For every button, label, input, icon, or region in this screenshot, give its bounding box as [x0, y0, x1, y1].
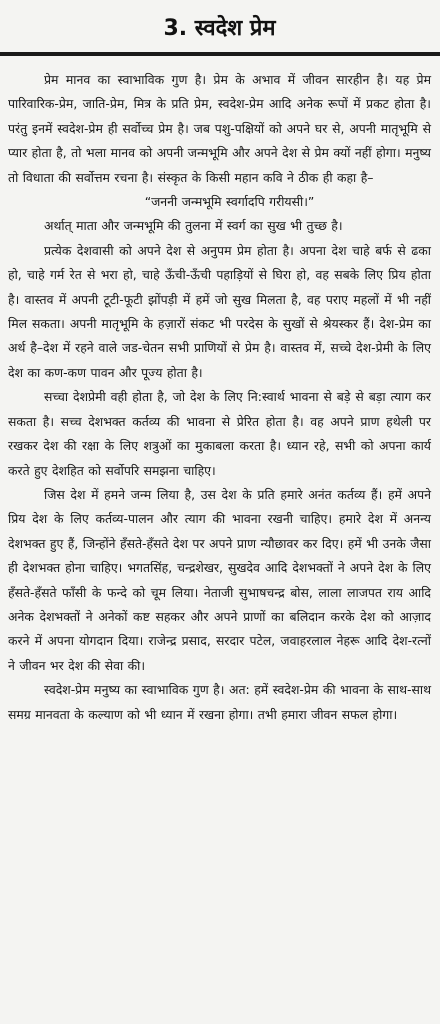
paragraph-meaning: अर्थात् माता और जन्मभूमि की तुलना में स्वर्ग का सुख भी तुच्छ है।	[44, 218, 343, 234]
sanskrit-quote: “जननी जन्मभूमि स्वर्गादपि गरीयसी।”	[144, 194, 315, 210]
title-divider	[0, 52, 440, 56]
paragraph-duties: जिस देश में हमने जन्म लिया है, उस देश के प्रति हमारे अनंत कर्तव्य हैं। हमें अपने प्रिय देश के लिए कर्तव्य-पालन और त्याग की भावना रखनी चाहिए। हमारे देश में अनन्य देशभक्त हुए हैं, जिन्होंने हँसते-हँसते देश पर अपने प्राण न्यौछावर कर दिए। हमें भी उनके जैसा ही देशभक्त होना चाहिए। भगतसिंह, चन्द्रशेखर, सुखदेव आदि देशभक्तों ने अपने देश के लिए हँसते-हँसते फाँसी के फन्दे को चूम लिया। नेताजी सुभाषचन्द्र बोस, लाला लाजपत राय आदि अनेक देशभक्तों ने अनेकों कष्ट सहकर और अपने प्राणों का बलिदान करके देश को आज़ाद करने में अपना योगदान दिया। राजेन्द्र प्रसाद, सरदार पटेल, जवाहरलाल नेहरू आदि देश-रत्नों ने जीवन भर देश की सेवा की।	[8, 486, 431, 673]
paragraph-love-for-country: प्रत्येक देशवासी को अपने देश से अनुपम प्रेम होता है। अपना देश चाहे बर्फ से ढका हो, चाहे गर्म रेत से भरा हो, चाहे ऊँची-ऊँची पहाड़ियों से घिरा हो, वह सबके लिए प्रिय होता है। वास्तव में अपनी टूटी-फूटी झोंपड़ी में हमें जो सुख मिलता है, वह पराए महलों में भी नहीं मिल सकता। अपनी मातृभूमि के हज़ारों संकट भी परदेस के सुखों से श्रेयस्कर हैं। देश-प्रेम का अर्थ है–देश में रहने वाले जड-चेतन सभी प्राणियों से प्रेम है। वास्तव में, सच्चे देश-प्रेमी के लिए देश का कण-कण पावन और पूज्य होता है।	[8, 242, 431, 380]
paragraph-true-patriot: सच्चा देशप्रेमी वही होता है, जो देश के लिए नि:स्वार्थ भावना से बड़े से बड़ा त्याग कर सकता है। सच्च देशभक्त कर्तव्य की भावना से प्रेरित होता है। वह अपने प्राण हथेली पर रखकर देश की रक्षा के लिए शत्रुओं का मुकाबला करता है। ध्यान रहे, सभी को अपना कार्य करते हुए देशहित को सर्वोपरि समझना चाहिए।	[8, 389, 431, 478]
paragraph-conclusion: स्वदेश-प्रेम मनुष्य का स्वाभाविक गुण है। अत: हमें स्वदेश-प्रेम की भावना के साथ-साथ समग्र मानवता के कल्याण को भी ध्यान में रखना होगा। तभी हमारा जीवन सफल होगा।	[8, 682, 431, 722]
essay-title: 3. स्वदेश प्रेम	[163, 16, 276, 41]
paragraph-intro: प्रेम मानव का स्वाभाविक गुण है। प्रेम के अभाव में जीवन सारहीन है। यह प्रेम पारिवारिक-प्रेम, जाति-प्रेम, मित्र के प्रति प्रेम, स्वदेश-प्रेम आदि अनेक रूपों में प्रकट होता है। परंतु इनमें स्वदेश-प्रेम ही सर्वोच्च प्रेम है। जब पशु-पक्षियों को अपने घर से, अपनी मातृभूमि से प्यार होता है, तो भला मानव को अपनी जन्मभूमि और अपने देश से प्रेम क्यों नहीं होगा। मनुष्य तो विधाता की सर्वोत्तम रचना है। संस्कृत के किसी महान कवि ने ठीक ही कहा है–	[8, 72, 431, 185]
essay-body	[8, 68, 431, 727]
